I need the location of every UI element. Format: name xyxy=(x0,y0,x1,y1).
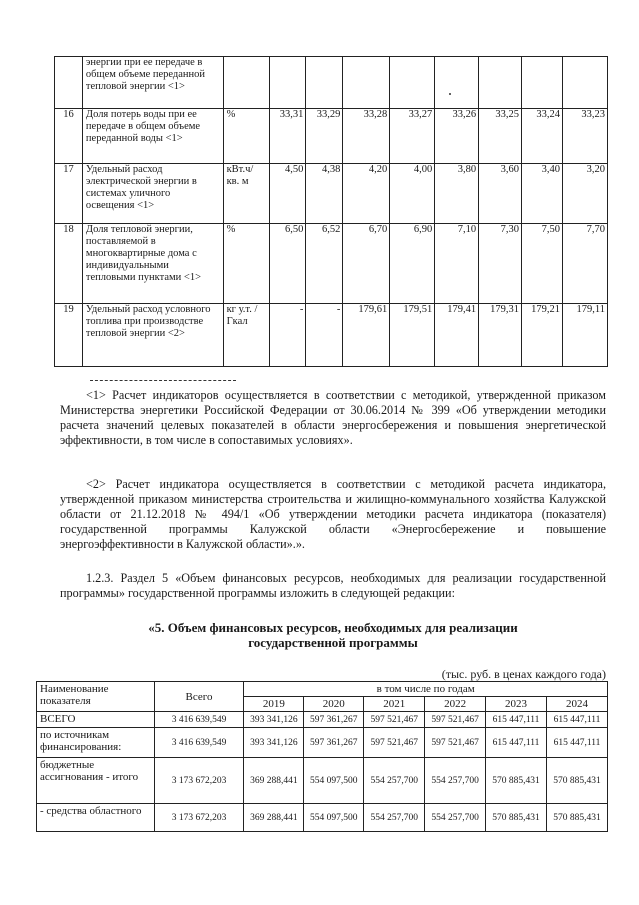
finance-row-value: 597 521,467 xyxy=(364,712,425,728)
finance-year: 2019 xyxy=(244,697,304,712)
indicator-value: 33,29 xyxy=(306,109,343,164)
finance-table xyxy=(36,681,608,832)
footnote-1: <1> Расчет индикаторов осуществляется в соответствии с методикой, утвержденной приказом Министерства энергетики Российской Федерации от 30.06.2014 № 399 «Об утверждении методики расчета значений целевых показателей в области энергосбережения и повышения энергетической эффективности, в том числе в сопоставимых условиях». xyxy=(60,388,606,447)
indicator-unit: % xyxy=(223,109,270,164)
indicator-value: 179,31 xyxy=(479,304,522,367)
indicator-number: 16 xyxy=(55,109,83,164)
table-row xyxy=(55,304,608,367)
indicator-value xyxy=(343,57,390,109)
indicator-value: 3,40 xyxy=(522,164,563,224)
finance-row-total: 3 173 672,203 xyxy=(154,804,244,832)
finance-row-value: 554 257,700 xyxy=(364,804,425,832)
indicator-table xyxy=(54,56,608,367)
footnote-separator xyxy=(90,380,236,381)
finance-row-value: 570 885,431 xyxy=(547,758,608,804)
table-row xyxy=(55,224,608,304)
finance-row-value: 615 447,111 xyxy=(547,728,608,758)
finance-row-name: бюджетные ассигнования - итого xyxy=(37,758,155,804)
indicator-value: 6,50 xyxy=(270,224,306,304)
finance-row-value: 597 521,467 xyxy=(425,712,486,728)
indicator-name: Доля потерь воды при ее передаче в общем объеме переданной воды <1> xyxy=(82,109,223,164)
finance-row-name: по источникам финансирования: xyxy=(37,728,155,758)
section-text: 1.2.3. Раздел 5 «Объем финансовых ресурсов, необходимых для реализации государственной программы» государственной программы изложить в следующей редакции: xyxy=(60,571,606,600)
finance-row-value: 615 447,111 xyxy=(486,728,547,758)
section-title-line2: государственной программы xyxy=(248,635,418,650)
finance-row-value: 554 097,500 xyxy=(304,758,364,804)
finance-row-value: 369 288,441 xyxy=(244,804,304,832)
indicator-value: 6,90 xyxy=(390,224,435,304)
indicator-unit: кВт.ч/ кв. м xyxy=(223,164,270,224)
finance-row-value: 597 361,267 xyxy=(304,712,364,728)
finance-row-value: 554 257,700 xyxy=(364,758,425,804)
indicator-value: 3,20 xyxy=(563,164,608,224)
footnote-2: <2> Расчет индикатора осуществляется в соответствии с методикой расчета индикатора, утвержденной приказом министерства строительства и жилищно-коммунального хозяйства Калужской области от 21.12.2018 № 494/1 «Об утверждении методики расчета индикатора (показателя) государственной программы Калужской области «Энергосбережение и повышение энергоэффективности в Калужской области».». xyxy=(60,477,606,551)
finance-row-value: 597 361,267 xyxy=(304,728,364,758)
indicator-number: 19 xyxy=(55,304,83,367)
indicator-value: 4,38 xyxy=(306,164,343,224)
indicator-number: 18 xyxy=(55,224,83,304)
indicator-value xyxy=(270,57,306,109)
finance-year: 2021 xyxy=(364,697,425,712)
finance-year: 2023 xyxy=(486,697,547,712)
table-row xyxy=(55,57,608,109)
finance-row-value: 554 257,700 xyxy=(425,758,486,804)
indicator-value xyxy=(563,57,608,109)
table-row xyxy=(37,712,608,728)
finance-row-value: 393 341,126 xyxy=(244,728,304,758)
indicator-value xyxy=(306,57,343,109)
indicator-value: 179,11 xyxy=(563,304,608,367)
indicator-value: 7,50 xyxy=(522,224,563,304)
finance-row-value: 597 521,467 xyxy=(425,728,486,758)
indicator-value: 4,20 xyxy=(343,164,390,224)
finance-row-value: 615 447,111 xyxy=(547,712,608,728)
finance-row-value: 570 885,431 xyxy=(547,804,608,832)
finance-year: 2020 xyxy=(304,697,364,712)
finance-row-total: 3 416 639,549 xyxy=(154,728,244,758)
finance-row-value: 554 257,700 xyxy=(425,804,486,832)
finance-year: 2022 xyxy=(425,697,486,712)
indicator-value: 3,80 xyxy=(435,164,479,224)
indicator-value: 33,25 xyxy=(479,109,522,164)
indicator-value: 179,21 xyxy=(522,304,563,367)
finance-header-name: Наименование показателя xyxy=(37,682,155,712)
finance-row-name: - средства областного xyxy=(37,804,155,832)
units-note: (тыс. руб. в ценах каждого года) xyxy=(441,667,606,681)
indicator-value: 3,60 xyxy=(479,164,522,224)
indicator-unit: кг у.т. / Гкал xyxy=(223,304,270,367)
indicator-value: 6,70 xyxy=(343,224,390,304)
indicator-value: 4,50 xyxy=(270,164,306,224)
finance-row-value: 570 885,431 xyxy=(486,804,547,832)
indicator-value xyxy=(390,57,435,109)
indicator-value: 179,61 xyxy=(343,304,390,367)
finance-row-total: 3 173 672,203 xyxy=(154,758,244,804)
indicator-value: - xyxy=(306,304,343,367)
finance-header-total: Всего xyxy=(154,682,244,712)
table-row xyxy=(37,804,608,832)
indicator-value: 179,41 xyxy=(435,304,479,367)
finance-row-total: 3 416 639,549 xyxy=(154,712,244,728)
table-row xyxy=(55,109,608,164)
indicator-name: Удельный расход условного топлива при производстве тепловой энергии <2> xyxy=(82,304,223,367)
indicator-value: 33,28 xyxy=(343,109,390,164)
indicator-value: 4,00 xyxy=(390,164,435,224)
indicator-value: 33,26 xyxy=(435,109,479,164)
indicator-value: 33,24 xyxy=(522,109,563,164)
indicator-value: 33,31 xyxy=(270,109,306,164)
indicator-name: энергии при ее передаче в общем объеме переданной тепловой энергии <1> xyxy=(82,57,223,109)
table-row xyxy=(55,164,608,224)
table-row xyxy=(37,758,608,804)
indicator-value: 7,70 xyxy=(563,224,608,304)
finance-row-value: 393 341,126 xyxy=(244,712,304,728)
indicator-number xyxy=(55,57,83,109)
indicator-value xyxy=(479,57,522,109)
finance-row-value: 597 521,467 xyxy=(364,728,425,758)
finance-row-value: 369 288,441 xyxy=(244,758,304,804)
finance-year: 2024 xyxy=(547,697,608,712)
indicator-value xyxy=(435,57,479,109)
finance-row-value: 570 885,431 xyxy=(486,758,547,804)
scan-dot xyxy=(449,93,451,95)
indicator-unit xyxy=(223,57,270,109)
indicator-number: 17 xyxy=(55,164,83,224)
table-row xyxy=(37,728,608,758)
indicator-name: Удельный расход электрической энергии в системах уличного освещения <1> xyxy=(82,164,223,224)
indicator-value: 6,52 xyxy=(306,224,343,304)
indicator-unit: % xyxy=(223,224,270,304)
section-title: «5. Объем финансовых ресурсов, необходимых для реализации xyxy=(148,620,518,635)
indicator-value: 7,30 xyxy=(479,224,522,304)
indicator-value: 33,23 xyxy=(563,109,608,164)
indicator-value: - xyxy=(270,304,306,367)
indicator-value: 179,51 xyxy=(390,304,435,367)
indicator-value xyxy=(522,57,563,109)
indicator-value: 7,10 xyxy=(435,224,479,304)
finance-row-value: 554 097,500 xyxy=(304,804,364,832)
finance-row-name: ВСЕГО xyxy=(37,712,155,728)
finance-header-years: в том числе по годам xyxy=(244,682,608,697)
finance-row-value: 615 447,111 xyxy=(486,712,547,728)
indicator-value: 33,27 xyxy=(390,109,435,164)
indicator-name: Доля тепловой энергии, поставляемой в многоквартирные дома с индивидуальными тепловыми пунктами <1> xyxy=(82,224,223,304)
